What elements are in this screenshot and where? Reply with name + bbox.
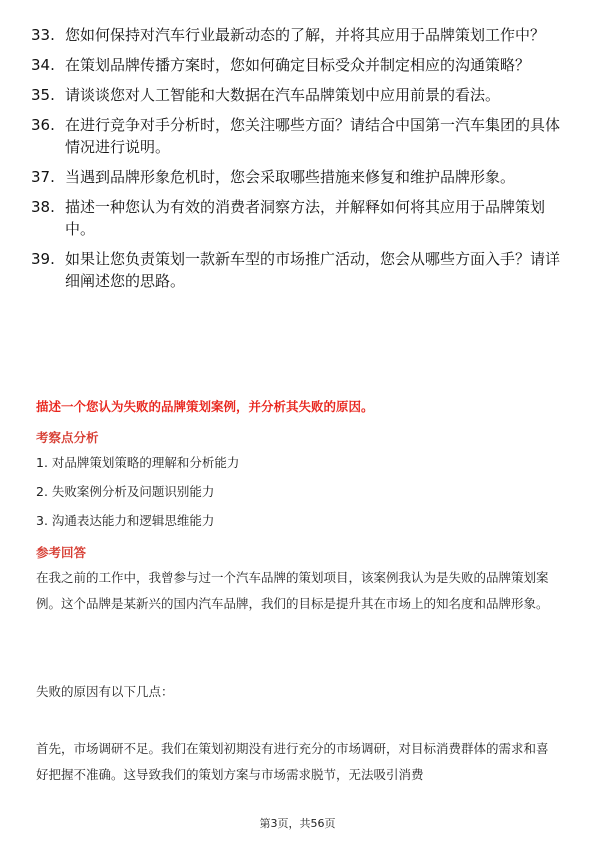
question-text: 在策划品牌传播方案时，您如何确定目标受众并制定相应的沟通策略？ [65,56,531,74]
analysis-point: 1. 对品牌策划策略的理解和分析能力 [36,455,240,470]
question-text: 如果让您负责策划一款新车型的市场推广活动，您会从哪些方面入手？请详细阐述您的思路。 [65,250,561,290]
analysis-point: 3. 沟通表达能力和逻辑思维能力 [36,513,215,528]
question-item [31,54,571,76]
question-text: 描述一种您认为有效的消费者洞察方法，并解释如何将其应用于品牌策划中。 [65,198,546,238]
question-number: 36. [31,116,55,134]
question-text: 在进行竞争对手分析时，您关注哪些方面？请结合中国第一汽车集团的具体情况进行说明。 [65,116,561,156]
question-number: 37. [31,168,55,186]
question-text: 当遇到品牌形象危机时，您会采取哪些措施来修复和维护品牌形象。 [65,168,516,186]
question-list [31,24,571,300]
answer-paragraph: 在我之前的工作中，我曾参与过一个汽车品牌的策划项目，该案例我认为是失败的品牌策划案例。这个品牌是某新兴的国内汽车品牌，我们的目标是提升其在市场上的知名度和品牌形象。 [36,570,549,611]
question-item [31,84,571,106]
question-item [31,166,571,188]
question-number: 33. [31,26,55,44]
featured-question: 描述一个您认为失败的品牌策划案例，并分析其失败的原因。 [36,399,374,414]
question-text: 请谈谈您对人工智能和大数据在汽车品牌策划中应用前景的看法。 [65,86,501,104]
question-number: 35. [31,86,55,104]
question-number: 38. [31,198,55,216]
analysis-point: 2. 失败案例分析及问题识别能力 [36,484,215,499]
question-item [31,196,571,240]
answer-paragraph: 失败的原因有以下几点： [36,684,174,699]
question-item [31,114,571,158]
answer-paragraph: 首先，市场调研不足。我们在策划初期没有进行充分的市场调研，对目标消费群体的需求和喜好把握不准确。这导致我们的策划方案与市场需求脱节，无法吸引消费 [36,741,549,782]
question-item [31,24,571,46]
answer-title: 参考回答 [36,545,87,560]
question-number: 39. [31,250,55,268]
analysis-title: 考察点分析 [36,430,99,445]
question-item [31,248,571,292]
question-number: 34. [31,56,55,74]
page-footer: 第3页，共56页 [259,817,336,830]
question-text: 您如何保持对汽车行业最新动态的了解，并将其应用于品牌策划工作中？ [65,26,546,44]
